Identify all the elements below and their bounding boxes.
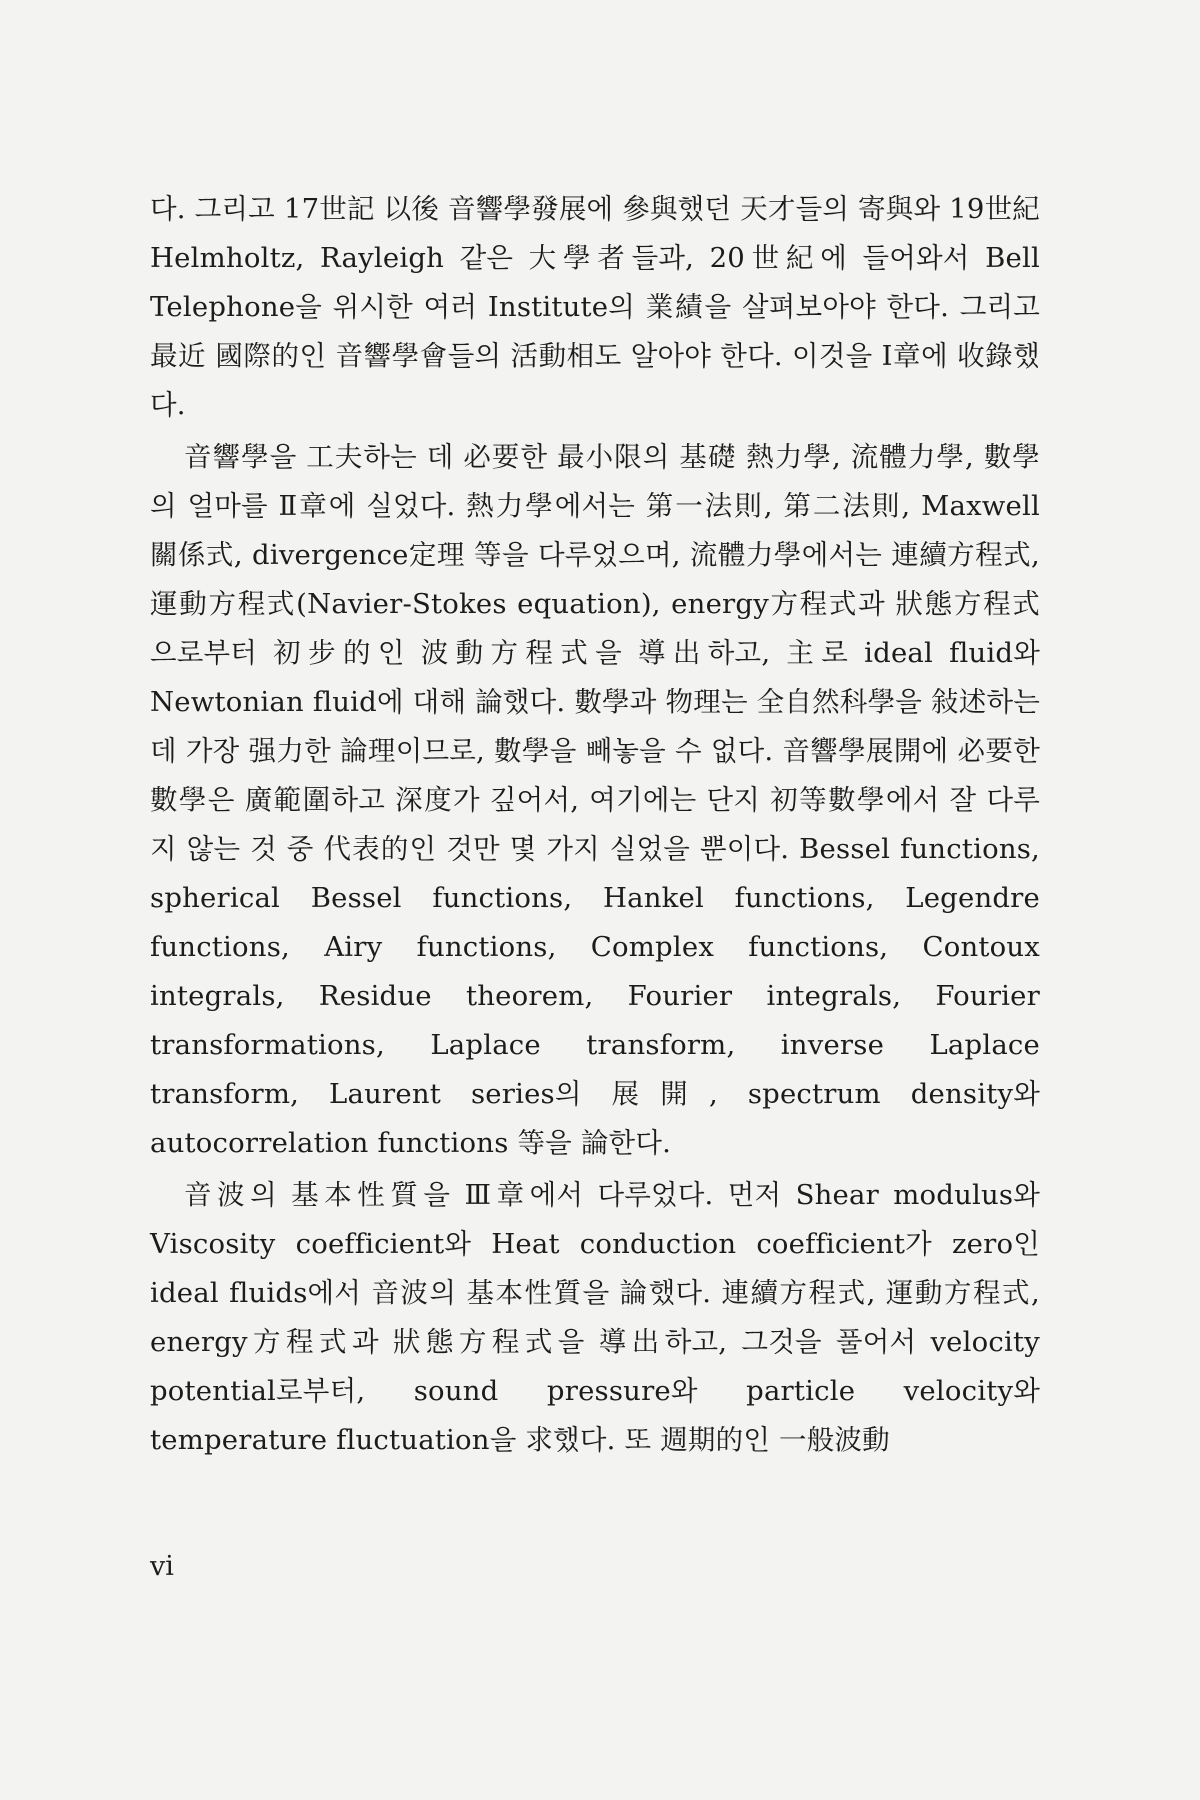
paragraph-3: 音波의 基本性質을 Ⅲ章에서 다루었다. 먼저 Shear modulus와 Viscosity coefficient와 Heat conduction coefficient가 zero인 ideal fluids에서 音波의 基本性質을 論했다. 連續方程式, 運動方程式, energy方程式과 狀態方程式을 導出하고, 그것을 풀어서 velocity potential로부터, sound pressure와 particle velocity와 temperature fluctuation을 求했다. 또 週期的인 一般波動 (150, 1179, 1040, 1456)
page-number: vi (150, 1551, 174, 1582)
paragraph-1: 다. 그리고 17世記 以後 音響學發展에 參與했던 天才들의 寄與와 19世紀 Helmholtz, Rayleigh 같은 大學者들과, 20世紀에 들어와서 Bell Telephone을 위시한 여러 Institute의 業績을 살펴보아야 한다. 그리고 最近 國際的인 音響學會들의 活動相도 알아야 한다. 이것을 Ⅰ章에 收錄했다. (150, 193, 1040, 421)
body-text (150, 185, 1040, 1468)
paragraph-2: 音響學을 工夫하는 데 必要한 最小限의 基礎 熱力學, 流體力學, 數學의 얼마를 Ⅱ章에 실었다. 熱力學에서는 第一法則, 第二法則, Maxwell 關係式, divergence定理 等을 다루었으며, 流體力學에서는 連續方程式, 運動方程式(Navier-Stokes equation), energy方程式과 狀態方程式으로부터 初步的인 波動方程式을 導出하고, 主로 ideal fluid와 Newtonian fluid에 대해 論했다. 數學과 物理는 全自然科學을 敍述하는 데 가장 强力한 論理이므로, 數學을 빼놓을 수 없다. 音響學展開에 必要한 數學은 廣範圍하고 深度가 깊어서, 여기에는 단지 初等數學에서 잘 다루지 않는 것 중 代表的인 것만 몇 가지 실었을 뿐이다. Bessel functions, spherical Bessel functions, Hankel functions, Legendre functions, Airy functions, Complex functions, Contoux integrals, Residue theorem, Fourier integrals, Fourier transformations, Laplace transform, inverse Laplace transform, Laurent series의 展開, spectrum density와 autocorrelation functions 等을 論한다. (150, 441, 1040, 1159)
